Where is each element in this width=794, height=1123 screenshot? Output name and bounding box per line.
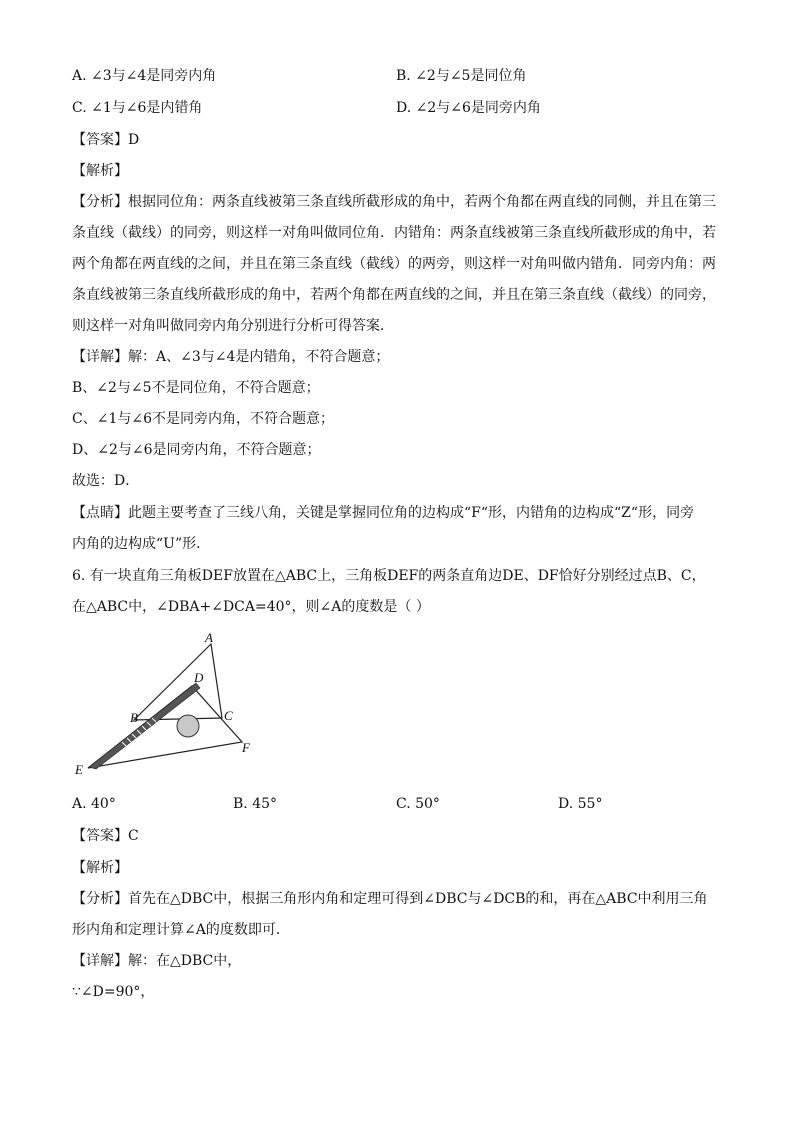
point-label-b: B xyxy=(130,710,138,725)
q5-detail-line: 故选：D． xyxy=(72,473,140,489)
q5-option-b: B. ∠2与∠5是同位角 xyxy=(396,68,527,84)
point-label-d: D xyxy=(194,670,204,685)
q6-analysis-heading: 【解析】 xyxy=(72,860,128,876)
q5-fenxi-line: 条直线被第三条直线所截形成的角中，若两个角都在两直线的之间，并且在第三条直线（截线）的同旁， xyxy=(72,287,716,303)
q5-fenxi-line: 两个角都在两直线的之间，并且在第三条直线（截线）的两旁，则这样一对角叫做内错角．同旁内角：两 xyxy=(72,256,716,272)
q6-detail-line: ∵∠D=90°， xyxy=(72,984,155,1000)
point-label-f: F xyxy=(242,740,250,755)
set-square-hole xyxy=(177,715,199,737)
q6-option-d: D. 55° xyxy=(558,796,603,812)
triangle-ruler-figure xyxy=(72,630,272,780)
point-label-a: A xyxy=(205,630,213,645)
q5-detail-line: 【详解】解：A、∠3与∠4是内错角，不符合题意； xyxy=(72,349,390,365)
q5-detail-line: C、∠1与∠6不是同旁内角，不符合题意； xyxy=(72,411,334,427)
q6-answer: 【答案】C xyxy=(72,828,139,844)
q6-stem-line: 6. 有一块直角三角板DEF放置在△ABC上，三角板DEF的两条直角边DE、DF恰好分别经过点B、C， xyxy=(72,568,706,584)
q6-option-a: A. 40° xyxy=(72,796,116,812)
q5-comment-line: 【点睛】此题主要考查了三线八角，关键是掌握同位角的边构成“F“形，内错角的边构成“Z“形，同旁 xyxy=(72,505,695,521)
q5-answer: 【答案】D xyxy=(72,132,140,148)
q5-option-c: C. ∠1与∠6是内错角 xyxy=(72,100,203,116)
point-label-c: C xyxy=(224,708,233,723)
q5-fenxi-line: 条直线（截线）的同旁，则这样一对角叫做同位角．内错角：两条直线被第三条直线所截形成的角中，若 xyxy=(72,225,716,241)
q6-fenxi-line: 形内角和定理计算∠A的度数即可． xyxy=(72,922,290,938)
q6-fenxi-line: 【分析】首先在△DBC中，根据三角形内角和定理可得到∠DBC与∠DCB的和，再在△ABC中利用三角 xyxy=(72,891,708,907)
q5-detail-line: D、∠2与∠6是同旁内角，不符合题意； xyxy=(72,442,321,458)
q5-fenxi-line: 则这样一对角叫做同旁内角分别进行分析可得答案． xyxy=(72,318,394,334)
q6-option-c: C. 50° xyxy=(396,796,440,812)
q5-option-d: D. ∠2与∠6是同旁内角 xyxy=(396,100,541,116)
q5-option-a: A. ∠3与∠4是同旁内角 xyxy=(72,68,217,84)
q5-fenxi-line: 【分析】根据同位角：两条直线被第三条直线所截形成的角中，若两个角都在两直线的同侧，并且在第三 xyxy=(72,194,716,210)
q6-option-b: B. 45° xyxy=(233,796,278,812)
q5-comment-line: 内角的边构成“U”形． xyxy=(72,536,211,552)
q6-detail-line: 【详解】解：在△DBC中， xyxy=(72,953,242,969)
triangle-abc xyxy=(134,644,222,720)
q5-analysis-heading: 【解析】 xyxy=(72,163,128,179)
q5-detail-line: B、∠2与∠5不是同位角，不符合题意； xyxy=(72,380,320,396)
point-label-e: E xyxy=(75,762,83,777)
q6-stem-line: 在△ABC中，∠DBA+∠DCA=40°，则∠A的度数是（ ） xyxy=(72,599,430,615)
